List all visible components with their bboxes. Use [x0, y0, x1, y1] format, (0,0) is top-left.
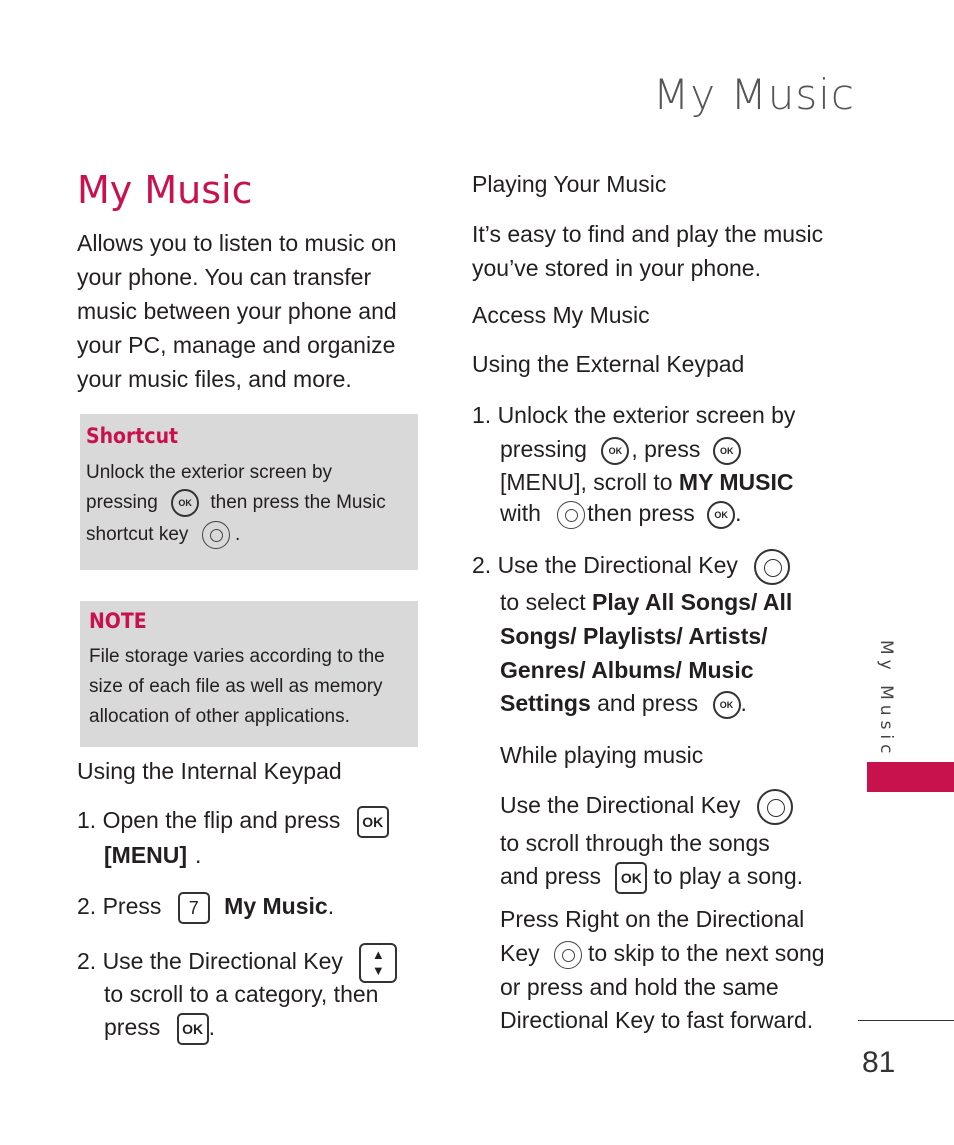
access-my-music-heading: Access My Music — [472, 302, 650, 328]
external-step-2-line4: Genres/ Albums/ Music — [500, 657, 754, 683]
internal-step-3-line2: to scroll to a category, then — [104, 981, 379, 1007]
external-keypad-heading: Using the External Keypad — [472, 351, 745, 377]
intro-paragraph: Allows you to listen to music on your phone. You can transfer music between your phone and your PC, manage and organize your music files, and more. — [77, 230, 397, 392]
internal-step-3-text: 2. Use the Directional Key — [77, 948, 343, 975]
internal-step-3-line3: press OK . — [104, 1010, 215, 1045]
internal-step-1-text: 1. Open the flip and press — [77, 807, 341, 833]
internal-step-2-text: 2. Press — [77, 893, 162, 919]
directional-key-icon — [757, 789, 793, 825]
ok-key-icon: OK — [713, 437, 741, 465]
internal-step-1 — [77, 803, 389, 838]
ok-key-icon: OK — [357, 806, 389, 838]
page-header-title: My Music — [653, 70, 855, 119]
directional-updown-key-icon: ▲ ▼ — [359, 943, 397, 983]
internal-step-2-mymusic: My Music — [224, 893, 328, 919]
while-playing-heading: While playing music — [500, 742, 704, 768]
internal-step-2: 2. Press 7 My Music. — [77, 889, 334, 924]
external-step-2-line3: Songs/ Playlists/ Artists/ — [500, 623, 768, 649]
external-step-2-line2: to select Play All Songs/ All — [500, 589, 793, 615]
external-step-2-line1: 2. Use the Directional Key — [472, 548, 790, 585]
shortcut-line-1: Unlock the exterior screen by — [86, 462, 333, 483]
while-playing-line2: to scroll through the songs — [500, 830, 770, 856]
internal-keypad-heading: Using the Internal Keypad — [77, 758, 342, 784]
ok-key-icon: OK — [177, 1013, 209, 1045]
playing-intro: It’s easy to find and play the music you’ve stored in your phone. — [472, 221, 824, 281]
side-tab-label: My Music — [876, 640, 896, 759]
note-box — [80, 601, 418, 747]
seven-key-icon: 7 — [178, 892, 210, 924]
footer-rule — [858, 1020, 954, 1021]
shortcut-line-2 — [86, 488, 386, 518]
press-right-line3: or press and hold the same — [500, 974, 779, 1000]
ok-key-icon: OK — [615, 862, 647, 894]
note-text: File storage varies according to the size of each file as well as memory allocation of other applications. — [89, 646, 385, 727]
external-step-1-line4: with then press OK . — [500, 496, 741, 530]
directional-key-icon — [754, 549, 790, 585]
note-label: NOTE — [89, 609, 147, 633]
internal-step-1-menu: [MENU] — [104, 842, 188, 868]
ok-key-icon: OK — [601, 437, 629, 465]
shortcut-label: Shortcut — [86, 424, 179, 448]
while-playing-line1: Use the Directional Key — [500, 788, 793, 825]
shortcut-box — [80, 414, 418, 570]
while-playing-line3: and press OK to play a song. — [500, 859, 803, 894]
shortcut-then-press: then press the Music — [210, 492, 386, 513]
shortcut-key-text: shortcut key — [86, 524, 189, 545]
external-step-1-line1: 1. Unlock the exterior screen by — [472, 402, 796, 428]
page-number: 81 — [862, 1046, 896, 1079]
ok-key-icon: OK — [713, 691, 741, 719]
shortcut-line-3: shortcut key . — [86, 520, 240, 550]
press-right-line1: Press Right on the Directional — [500, 906, 805, 932]
external-step-1-line3: [MENU], scroll to MY MUSIC — [500, 469, 794, 495]
music-shortcut-key-icon — [202, 521, 230, 549]
shortcut-pressing: pressing — [86, 492, 158, 513]
ok-key-icon: OK — [171, 489, 199, 517]
external-step-1-line2: pressing OK , press OK — [500, 432, 741, 466]
side-tab-marker — [867, 762, 954, 792]
directional-key-icon — [554, 941, 582, 969]
external-step-2-line5: Settings and press OK . — [500, 686, 747, 720]
press-right-line4: Directional Key to fast forward. — [500, 1007, 814, 1033]
press-right-line2: Key to skip to the next song — [500, 936, 825, 970]
section-title: My Music — [77, 168, 253, 212]
ok-key-icon: OK — [707, 501, 735, 529]
directional-key-icon — [557, 501, 585, 529]
playing-music-heading: Playing Your Music — [472, 171, 667, 197]
